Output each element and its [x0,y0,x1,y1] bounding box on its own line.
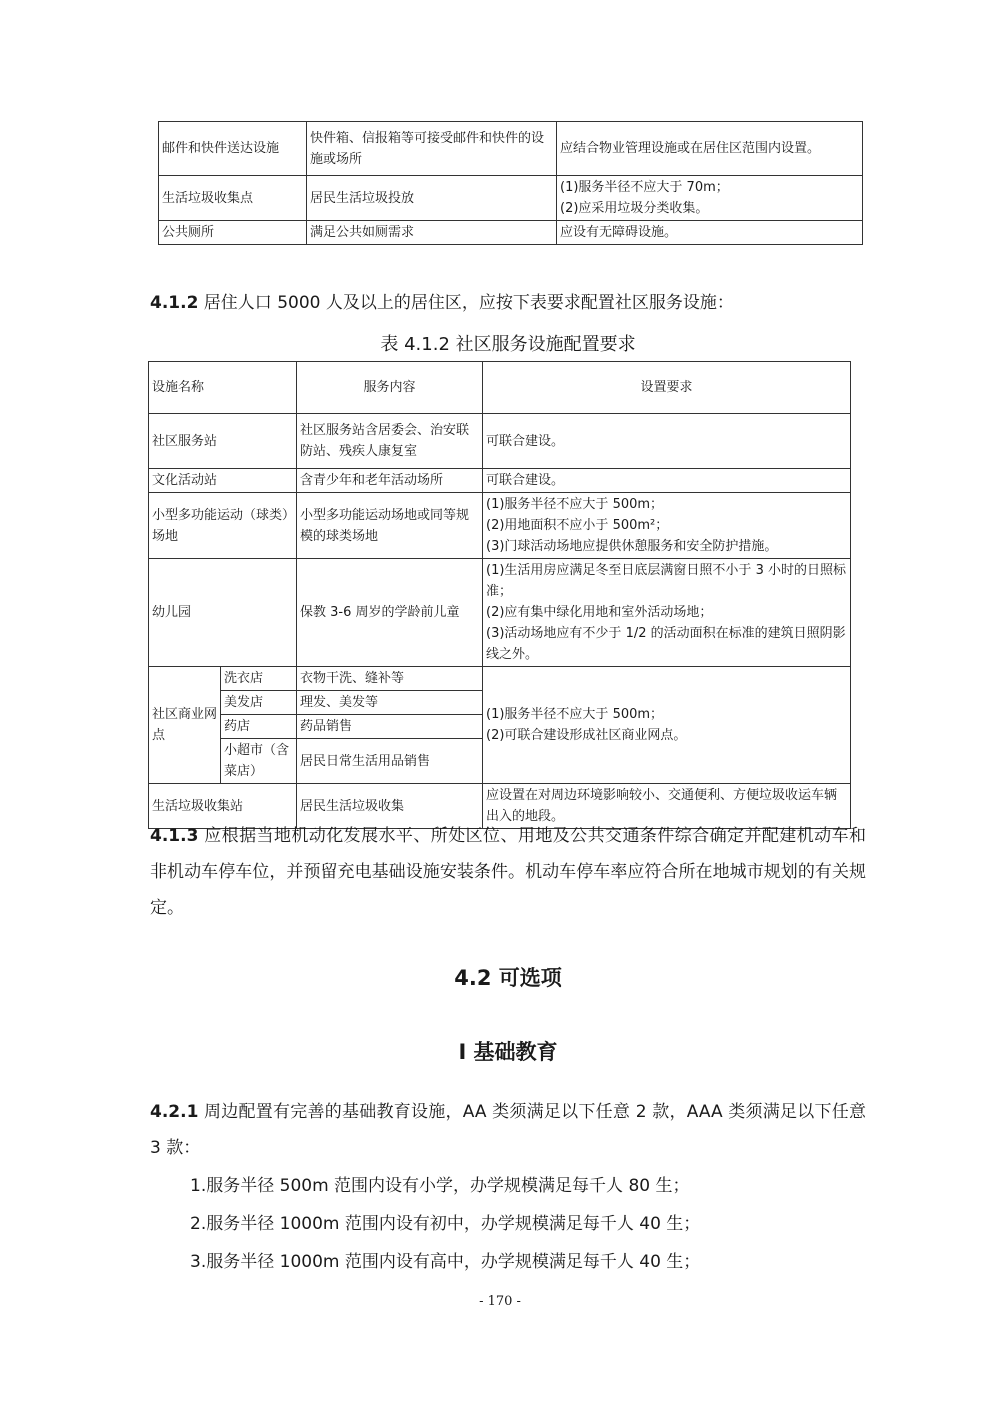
clause-4-1-2 [150,285,866,321]
facility-name-cell: 生活垃圾收集点 [159,176,307,221]
table-row [149,493,851,559]
facility-name-cell: 生活垃圾收集站 [149,784,297,829]
clause-text: 居住人口 5000 人及以上的居住区，应按下表要求配置社区服务设施： [198,293,734,313]
clause-4-1-3 [150,818,866,926]
table-row [149,414,851,469]
facility-group-cell: 社区商业网点 [149,667,221,784]
clause-4-2-1 [150,1094,866,1166]
requirement-line: (2)应有集中绿化用地和室外活动场地； [486,605,713,620]
facility-name-cell: 公共厕所 [159,221,307,245]
facility-name-cell: 幼儿园 [149,559,297,667]
requirement-line: (2)用地面积不应小于 500m²； [486,518,669,533]
header-service-content: 服务内容 [297,362,483,414]
table-row [159,221,863,245]
table-row [149,469,851,493]
requirement-cell [483,559,851,667]
table-caption: 表 4.1.2 社区服务设施配置要求 [380,334,636,355]
table-header-row [149,362,851,414]
section-heading: 4.2 可选项 [454,966,562,990]
service-content-cell: 居民日常生活用品销售 [297,739,483,784]
sub-facility-cell: 小超市（含菜店） [221,739,297,784]
clause-text: 应根据当地机动化发展水平、所处区位、用地及公共交通条件综合确定并配建机动车和非机动车停车位，并预留充电基础设施安装条件。机动车停车率应符合所在地城市规划的有关规定。 [150,826,866,918]
table-row [149,667,851,691]
service-content-cell: 衣物干洗、缝补等 [297,667,483,691]
sub-facility-cell: 洗衣店 [221,667,297,691]
requirement-cell: 应设置在对周边环境影响较小、交通便利、方便垃圾收运车辆出入的地段。 [483,784,851,829]
service-content-cell: 满足公共如厕需求 [307,221,557,245]
service-content-cell: 理发、美发等 [297,691,483,715]
facility-name-cell: 邮件和快件送达设施 [159,122,307,176]
requirement-line: (2)应采用垃圾分类收集。 [560,201,709,216]
requirement-line: (1)服务半径不应大于 500m； [486,497,664,512]
service-content-cell: 小型多功能运动场地或同等规模的球类场地 [297,493,483,559]
sub-facility-cell: 药店 [221,715,297,739]
facility-name-cell: 社区服务站 [149,414,297,469]
clause-text: 周边配置有完善的基础教育设施，AA 类须满足以下任意 2 款，AAA 类须满足以下任意 3 款： [150,1102,866,1158]
requirement-line: (1)服务半径不应大于 70m； [560,180,729,195]
facility-table-continued [158,121,863,245]
requirement-cell: 可联合建设。 [483,469,851,493]
requirement-line: (2)可联合建设形成社区商业网点。 [486,728,687,743]
list-item: 2.服务半径 1000m 范围内设有初中，办学规模满足每千人 40 生； [190,1214,701,1234]
sub-facility-cell: 美发店 [221,691,297,715]
clause-number: 4.2.1 [150,1102,199,1122]
service-content-cell: 居民生活垃圾投放 [307,176,557,221]
requirement-cell [483,667,851,784]
sub-heading: I 基础教育 [458,1040,558,1064]
facility-name-cell: 文化活动站 [149,469,297,493]
page-number: - 170 - [479,1294,521,1309]
requirement-cell [483,493,851,559]
service-content-cell: 保教 3-6 周岁的学龄前儿童 [297,559,483,667]
clause-number: 4.1.2 [150,293,199,313]
table-row [159,122,863,176]
service-content-cell: 药品销售 [297,715,483,739]
service-content-cell: 含青少年和老年活动场所 [297,469,483,493]
requirement-cell: 应设有无障碍设施。 [557,221,863,245]
header-requirement: 设置要求 [483,362,851,414]
requirement-line: (3)活动场地应有不少于 1/2 的活动面积在标准的建筑日照阴影线之外。 [486,626,846,662]
community-service-table [148,361,851,829]
list-item: 3.服务半径 1000m 范围内设有高中，办学规模满足每千人 40 生； [190,1252,701,1272]
requirement-line: (1)服务半径不应大于 500m； [486,707,664,722]
requirement-line: (3)门球活动场地应提供休憩服务和安全防护措施。 [486,539,778,554]
requirement-line: (1)生活用房应满足冬至日底层满窗日照不小于 3 小时的日照标准； [486,563,846,599]
list-item: 1.服务半径 500m 范围内设有小学，办学规模满足每千人 80 生； [190,1176,690,1196]
clause-number: 4.1.3 [150,826,199,846]
service-content-cell: 社区服务站含居委会、治安联防站、残疾人康复室 [297,414,483,469]
table-row [159,176,863,221]
service-content-cell: 居民生活垃圾收集 [297,784,483,829]
requirement-cell [557,176,863,221]
service-content-cell: 快件箱、信报箱等可接受邮件和快件的设施或场所 [307,122,557,176]
requirement-cell: 应结合物业管理设施或在居住区范围内设置。 [557,122,863,176]
table-row [149,559,851,667]
header-facility-name: 设施名称 [149,362,297,414]
facility-name-cell: 小型多功能运动（球类）场地 [149,493,297,559]
requirement-cell: 可联合建设。 [483,414,851,469]
